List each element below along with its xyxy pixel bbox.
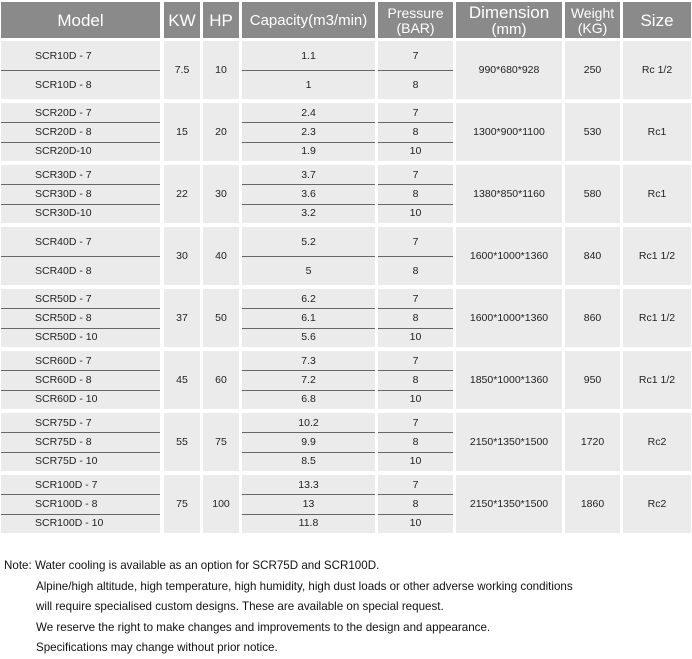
row-divider xyxy=(242,256,375,257)
model-value: SCR100D - 7 xyxy=(35,478,98,491)
row-divider xyxy=(242,328,375,329)
model-value: SCR10D - 7 xyxy=(35,49,92,62)
capacity-value: 13.3 xyxy=(298,478,319,491)
size-cell: Rc1 1/2 xyxy=(623,289,691,347)
row-divider xyxy=(242,390,375,391)
capacity-value: 7.3 xyxy=(301,354,316,367)
note-line-2: Alpine/high altitude, high temperature, high humidity, high dust loads or other adverse working conditions xyxy=(36,579,573,593)
row-divider xyxy=(378,494,453,495)
model-value: SCR40D - 7 xyxy=(35,235,92,248)
row-divider xyxy=(242,184,375,185)
pressure-cell-group xyxy=(378,165,453,223)
pressure-value: 8 xyxy=(412,78,419,91)
kw-cell: 55 xyxy=(164,413,200,471)
capacity-value: 2.4 xyxy=(301,106,316,119)
row-divider xyxy=(242,308,375,309)
capacity-value: 5 xyxy=(305,264,312,277)
capacity-value: 1.1 xyxy=(301,49,316,62)
capacity-cell-group xyxy=(242,289,375,347)
row-divider xyxy=(1,514,160,515)
dimension-cell: 2150*1350*1500 xyxy=(456,413,562,471)
pressure-value: 7 xyxy=(412,235,419,248)
dimension-cell: 1850*1000*1360 xyxy=(456,351,562,409)
pressure-value: 7 xyxy=(412,168,419,181)
kw-cell: 75 xyxy=(164,475,200,533)
pressure-cell-group xyxy=(378,103,453,161)
capacity-value: 3.2 xyxy=(301,207,316,220)
notes xyxy=(4,556,573,659)
row-divider xyxy=(1,204,160,205)
weight-cell: 530 xyxy=(565,103,620,161)
pressure-value: 8 xyxy=(412,497,419,510)
capacity-value: 2.3 xyxy=(301,125,316,138)
capacity-cell-group xyxy=(242,227,375,285)
capacity-value: 9.9 xyxy=(301,435,316,448)
model-value: SCR100D - 8 xyxy=(35,497,98,510)
kw-cell: 22 xyxy=(164,165,200,223)
model-value: SCR30D - 8 xyxy=(35,187,92,200)
row-divider xyxy=(378,142,453,143)
hp-cell: 60 xyxy=(203,351,239,409)
row-divider xyxy=(1,142,160,143)
size-cell: Rc2 xyxy=(623,475,691,533)
pressure-cell-group xyxy=(378,289,453,347)
model-cell-group xyxy=(1,103,160,161)
model-cell-group xyxy=(1,413,160,471)
model-value: SCR50D - 7 xyxy=(35,292,92,305)
pressure-value: 8 xyxy=(412,311,419,324)
pressure-value: 8 xyxy=(412,125,419,138)
row-divider xyxy=(242,204,375,205)
row-divider xyxy=(378,514,453,515)
header-hp: HP xyxy=(203,2,239,38)
row-divider xyxy=(242,142,375,143)
model-value: SCR20D - 8 xyxy=(35,125,92,138)
capacity-value: 1 xyxy=(305,78,312,91)
pressure-cell-group xyxy=(378,351,453,409)
weight-cell: 1720 xyxy=(565,413,620,471)
pressure-value: 10 xyxy=(409,145,422,158)
row-divider xyxy=(378,70,453,71)
row-divider xyxy=(242,70,375,71)
row-divider xyxy=(1,370,160,371)
model-value: SCR60D - 7 xyxy=(35,354,92,367)
model-value: SCR20D - 7 xyxy=(35,106,92,119)
weight-cell: 580 xyxy=(565,165,620,223)
row-divider xyxy=(242,122,375,123)
size-cell: Rc 1/2 xyxy=(623,41,691,99)
capacity-value: 1.9 xyxy=(301,145,316,158)
size-cell: Rc1 1/2 xyxy=(623,227,691,285)
row-divider xyxy=(378,390,453,391)
kw-cell: 45 xyxy=(164,351,200,409)
row-divider xyxy=(1,308,160,309)
row-divider xyxy=(1,452,160,453)
model-value: SCR20D-10 xyxy=(35,145,92,158)
kw-cell: 15 xyxy=(164,103,200,161)
row-divider xyxy=(378,328,453,329)
capacity-value: 7.2 xyxy=(301,373,316,386)
model-cell-group xyxy=(1,227,160,285)
pressure-cell-group xyxy=(378,227,453,285)
pressure-value: 7 xyxy=(412,416,419,429)
capacity-value: 6.8 xyxy=(301,393,316,406)
weight-cell: 840 xyxy=(565,227,620,285)
model-cell-group xyxy=(1,41,160,99)
model-value: SCR75D - 8 xyxy=(35,435,92,448)
row-divider xyxy=(1,256,160,257)
pressure-cell-group xyxy=(378,413,453,471)
kw-cell: 30 xyxy=(164,227,200,285)
pressure-cell-group xyxy=(378,41,453,99)
pressure-value: 10 xyxy=(409,331,422,344)
dimension-cell: 2150*1350*1500 xyxy=(456,475,562,533)
hp-cell: 75 xyxy=(203,413,239,471)
header-kw: KW xyxy=(164,2,200,38)
note-line-5: Specifications may change without prior notice. xyxy=(36,641,278,654)
header-pressure: Pressure (BAR) xyxy=(378,2,453,38)
note-line-1: Water cooling is available as an option for SCR75D and SCR100D. xyxy=(34,559,380,572)
model-value: SCR40D - 8 xyxy=(35,264,92,277)
weight-cell: 860 xyxy=(565,289,620,347)
header-model: Model xyxy=(1,2,160,38)
pressure-value: 8 xyxy=(412,187,419,200)
hp-cell: 10 xyxy=(203,41,239,99)
weight-cell: 1860 xyxy=(565,475,620,533)
model-value: SCR50D - 8 xyxy=(35,311,92,324)
model-cell-group xyxy=(1,475,160,533)
hp-cell: 20 xyxy=(203,103,239,161)
capacity-value: 13 xyxy=(302,497,315,510)
hp-cell: 40 xyxy=(203,227,239,285)
header-weight: Weight (KG) xyxy=(565,2,620,38)
pressure-value: 10 xyxy=(409,207,422,220)
pressure-value: 8 xyxy=(412,435,419,448)
model-value: SCR50D - 10 xyxy=(35,331,98,344)
weight-cell: 950 xyxy=(565,351,620,409)
hp-cell: 30 xyxy=(203,165,239,223)
kw-cell: 7.5 xyxy=(164,41,200,99)
row-divider xyxy=(378,432,453,433)
dimension-cell: 1600*1000*1360 xyxy=(456,227,562,285)
row-divider xyxy=(378,256,453,257)
capacity-cell-group xyxy=(242,165,375,223)
row-divider xyxy=(1,70,160,71)
model-cell-group xyxy=(1,289,160,347)
row-divider xyxy=(378,370,453,371)
pressure-value: 7 xyxy=(412,106,419,119)
pressure-value: 7 xyxy=(412,292,419,305)
row-divider xyxy=(242,452,375,453)
pressure-value: 7 xyxy=(412,478,419,491)
size-cell: Rc1 xyxy=(623,103,691,161)
row-divider xyxy=(242,494,375,495)
capacity-value: 6.2 xyxy=(301,292,316,305)
model-cell-group xyxy=(1,351,160,409)
row-divider xyxy=(378,308,453,309)
capacity-value: 5.6 xyxy=(301,331,316,344)
row-divider xyxy=(242,370,375,371)
row-divider xyxy=(242,432,375,433)
model-value: SCR10D - 8 xyxy=(35,78,92,91)
capacity-cell-group xyxy=(242,103,375,161)
row-divider xyxy=(1,122,160,123)
pressure-cell-group xyxy=(378,475,453,533)
dimension-cell: 1600*1000*1360 xyxy=(456,289,562,347)
header-dimension: Dimension (mm) xyxy=(456,2,562,38)
model-value: SCR30D - 7 xyxy=(35,168,92,181)
pressure-value: 10 xyxy=(409,455,422,468)
capacity-value: 3.7 xyxy=(301,168,316,181)
size-cell: Rc1 xyxy=(623,165,691,223)
row-divider xyxy=(378,204,453,205)
row-divider xyxy=(1,432,160,433)
capacity-value: 6.1 xyxy=(301,311,316,324)
model-value: SCR60D - 10 xyxy=(35,393,98,406)
row-divider xyxy=(1,184,160,185)
capacity-cell-group xyxy=(242,351,375,409)
row-divider xyxy=(1,328,160,329)
hp-cell: 100 xyxy=(203,475,239,533)
model-value: SCR30D-10 xyxy=(35,207,92,220)
size-cell: Rc1 1/2 xyxy=(623,351,691,409)
note-label: Note: xyxy=(4,559,32,572)
dimension-cell: 1300*900*1100 xyxy=(456,103,562,161)
row-divider xyxy=(1,390,160,391)
capacity-cell-group xyxy=(242,475,375,533)
header-size: Size xyxy=(623,2,691,38)
capacity-value: 3.6 xyxy=(301,187,316,200)
hp-cell: 50 xyxy=(203,289,239,347)
header-capacity: Capacity(m3/min) xyxy=(242,2,375,38)
model-value: SCR100D - 10 xyxy=(35,517,104,530)
capacity-value: 10.2 xyxy=(298,416,319,429)
pressure-value: 7 xyxy=(412,354,419,367)
model-cell-group xyxy=(1,165,160,223)
row-divider xyxy=(378,184,453,185)
pressure-value: 10 xyxy=(409,393,422,406)
row-divider xyxy=(378,452,453,453)
dimension-cell: 990*680*928 xyxy=(456,41,562,99)
capacity-cell-group xyxy=(242,413,375,471)
pressure-value: 8 xyxy=(412,264,419,277)
pressure-value: 10 xyxy=(409,517,422,530)
note-line-4: We reserve the right to make changes and improvements to the design and appearance. xyxy=(36,620,491,634)
capacity-cell-group xyxy=(242,41,375,99)
kw-cell: 37 xyxy=(164,289,200,347)
model-value: SCR75D - 7 xyxy=(35,416,92,429)
row-divider xyxy=(378,122,453,123)
row-divider xyxy=(1,494,160,495)
pressure-value: 8 xyxy=(412,373,419,386)
capacity-value: 5.2 xyxy=(301,235,316,248)
pressure-value: 7 xyxy=(412,49,419,62)
size-cell: Rc2 xyxy=(623,413,691,471)
capacity-value: 8.5 xyxy=(301,455,316,468)
dimension-cell: 1380*850*1160 xyxy=(456,165,562,223)
model-value: SCR60D - 8 xyxy=(35,373,92,386)
capacity-value: 11.8 xyxy=(298,517,319,530)
weight-cell: 250 xyxy=(565,41,620,99)
model-value: SCR75D - 10 xyxy=(35,455,98,468)
note-line-3: will require specialised custom designs. These are available on special request. xyxy=(36,600,444,613)
row-divider xyxy=(242,514,375,515)
